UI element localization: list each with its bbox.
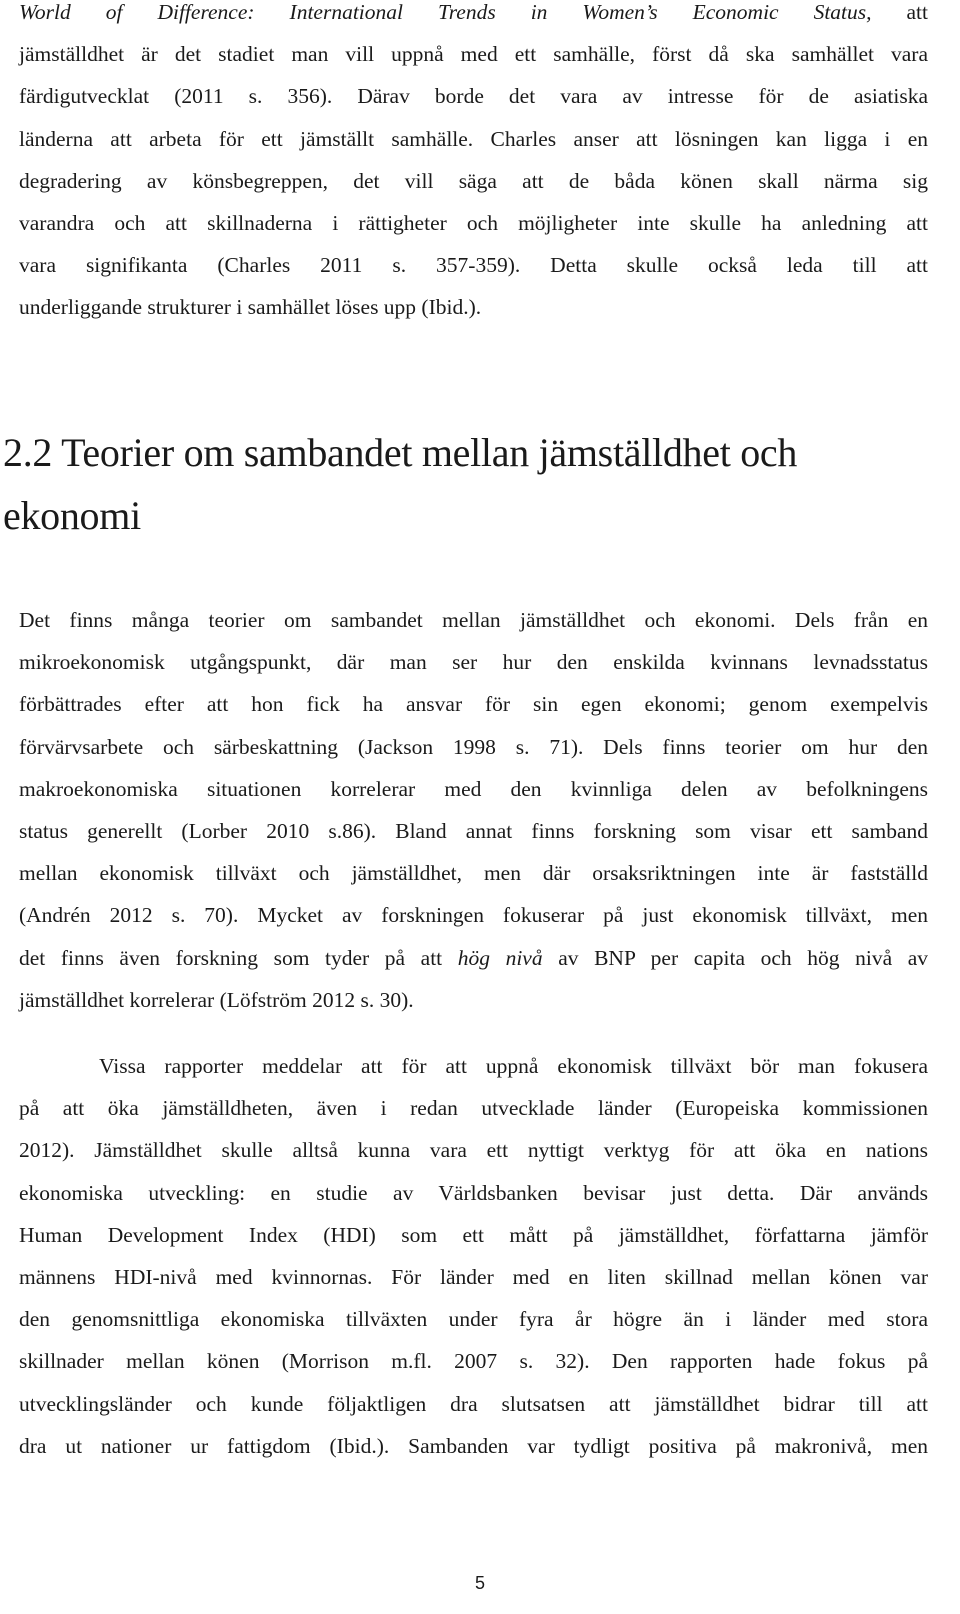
text-line: ekonomiska utveckling: en studie av Världsbanken bevisar just detta. Där används [19, 1180, 928, 1205]
text-line: Det finns många teorier om sambandet mellan jämställdhet och ekonomi. Dels från en [19, 608, 928, 632]
text-line: länderna att arbeta för ett jämställt samhälle. Charles anser att lösningen kan ligga i en [19, 126, 928, 151]
text-line: utvecklingsländer och kunde följaktligen dra slutsatsen att jämställdhet bidrar till att [19, 1391, 928, 1416]
text-line: varandra och att skillnaderna i rättigheter och möjligheter inte skulle ha anledning att [19, 210, 928, 235]
text-line: jämställdhet korrelerar (Löfström 2012 s. 30). [19, 987, 414, 1012]
text-line: (Andrén 2012 s. 70). Mycket av forskningen fokuserar på just ekonomisk tillväxt, men [19, 903, 928, 928]
text-line: förvärvsarbete och särbeskattning (Jackson 1998 s. 71). Dels finns teorier om hur den [19, 734, 928, 759]
text-line: makroekonomiska situationen korrelerar med den kvinnliga delen av befolkningens [19, 776, 928, 801]
text-line: Human Development Index (HDI) som ett mått på jämställdhet, författarna jämför [19, 1222, 928, 1247]
text-line: det finns även forskning som tyder på att hög nivå av BNP per capita och hög nivå av [19, 945, 928, 970]
text-line: dra ut nationer ur fattigdom (Ibid.). Sambanden var tydligt positiva på makronivå, men [19, 1433, 928, 1458]
text-line: skillnader mellan könen (Morrison m.fl. 2007 s. 32). Den rapporten hade fokus på [19, 1349, 928, 1374]
text-line: underliggande strukturer i samhället löses upp (Ibid.). [19, 295, 482, 320]
heading-line: ekonomi [3, 493, 141, 538]
text-line: den genomsnittliga ekonomiska tillväxten under fyra år högre än i länder med stora [19, 1307, 928, 1332]
text-line: 2012). Jämställdhet skulle alltså kunna vara ett nyttigt verktyg för att öka en nations [19, 1138, 928, 1163]
text-line: jämställdhet är det stadiet man vill uppnå med ett samhälle, först då ska samhället vara [19, 42, 928, 67]
paragraph-theories [19, 599, 928, 1021]
text-line: Vissa rapporter meddelar att för att uppnå ekonomisk tillväxt bör man fokusera [99, 1054, 928, 1078]
paragraph-charles [19, 0, 928, 329]
text-line: på att öka jämställdheten, även i redan utvecklade länder (Europeiska kommissionen [19, 1096, 928, 1121]
text-line: mikroekonomisk utgångspunkt, där man ser hur den enskilda kvinnans levnadsstatus [19, 650, 928, 675]
text-line: männens HDI-nivå med kvinnornas. För länder med en liten skillnad mellan könen var [19, 1264, 928, 1289]
text-line: mellan ekonomisk tillväxt och jämställdhet, men där orsaksriktningen inte är fastställd [19, 861, 928, 886]
page-number: 5 [474, 1573, 485, 1593]
section-heading [3, 421, 933, 547]
text-line: färdigutvecklat (2011 s. 356). Därav borde det vara av intresse för de asiatiska [19, 84, 928, 109]
text-line: degradering av könsbegreppen, det vill säga att de båda könen skall närma sig [19, 168, 928, 193]
heading-line: 2.2 Teorier om sambandet mellan jämställdhet och [3, 430, 798, 475]
text-line: förbättrades efter att hon fick ha ansvar för sin egen ekonomi; genom exempelvis [19, 692, 928, 717]
text-line: status generellt (Lorber 2010 s.86). Bland annat finns forskning som visar ett samband [19, 818, 928, 843]
paragraph-reports [19, 1045, 928, 1467]
emphasis-italic: hög nivå [457, 945, 543, 970]
text-line: vara signifikanta (Charles 2011 s. 357-359). Detta skulle också leda till att [19, 253, 928, 278]
text-line: World of Difference: International Trends in Women’s Economic Status, att [19, 0, 928, 24]
book-title-italic: World of Difference: International Trends in Women’s Economic Status, [19, 0, 872, 24]
